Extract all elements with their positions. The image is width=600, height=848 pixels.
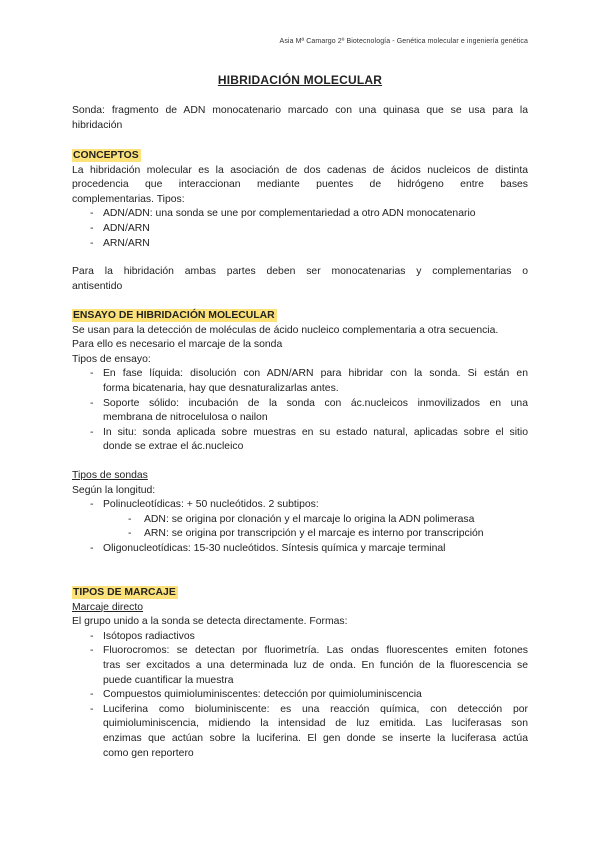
list-item: - Oligonucleotídicas: 15-30 nucleótidos. Síntesis química y marcaje terminal	[72, 542, 528, 557]
probe-types-list	[72, 498, 528, 513]
assay-types-list	[72, 367, 528, 455]
page-header: Asia Mª Camargo 2º Biotecnología - Genética molecular e ingeniería genética	[279, 38, 528, 45]
section-conceptos: CONCEPTOS La hibridación molecular es la asociación de dos cadenas de ácidos nucleicos de distinta procedencia que interaccionan mediante puentes de hidrógeno entre bases complementarias. Tipos: - ADN/ADN: una sonda se une por complementariedad a otro ADN monocatenario - ADN/ARN - ARN/ARN	[72, 149, 528, 251]
list-item: - Isótopos radiactivos	[72, 630, 528, 645]
list-item: - ADN/ARN	[72, 222, 528, 237]
list-item: - ARN/ARN	[72, 237, 528, 252]
list-item: - ARN: se origina por transcripción y el marcaje es interno por transcripción	[72, 527, 528, 542]
subheading-marcaje-directo: Marcaje directo	[72, 601, 144, 613]
section-marcaje: TIPOS DE MARCAJE Marcaje directo El grupo unido a la sonda se detecta directamente. Formas: - Isótopos radiactivos - Fluorocromos: se detectan por fluorimetría. Las ondas fluorescentes emiten fotones tras ser excitados a una determinada luz de onda. En función de la fluorescencia se puede cuantificar la muestra - Compuestos quimioluminiscentes: detección por quimioluminiscencia - Luciferina como bioluminiscente: es una reacción química, con detección por quimioluminiscencia, midiendo la intensidad de luz emitida. Las luciferasas son enzimas que actúan sobre la luciferina. El gen donde se inserte la luciferasa actúa como gen reportero	[72, 586, 528, 761]
list-item: - Polinucleotídicas: + 50 nucleótidos. 2 subtipos:	[72, 498, 528, 513]
list-item: - ADN: se origina por clonación y el marcaje lo origina la ADN polimerasa	[72, 513, 528, 528]
heading-marcaje: TIPOS DE MARCAJE	[73, 587, 176, 598]
intro-paragraph: Sonda: fragmento de ADN monocatenario marcado con una quinasa que se usa para la hibridación	[72, 105, 528, 131]
list-item: - In situ: sonda aplicada sobre muestras en su estado natural, aplicadas sobre el sitio donde se extrae el ác.nucleico	[72, 426, 528, 455]
hybridization-types-list	[72, 207, 528, 251]
list-item: - Luciferina como bioluminiscente: es una reacción química, con detección por quimioluminiscencia, midiendo la intensidad de luz emitida. Las luciferasas son enzimas que actúan sobre la luciferina. El gen donde se inserte la luciferasa actúa como gen reportero	[72, 703, 528, 761]
list-item: - En fase líquida: disolución con ADN/ARN para hibridar con la sonda. Si están en forma bicatenaria, hay que desnaturalizarlas antes.	[72, 367, 528, 396]
heading-ensayo: ENSAYO DE HIBRIDACIÓN MOLECULAR	[73, 310, 275, 321]
labeling-forms-list	[72, 630, 528, 761]
list-item: - ADN/ADN: una sonda se une por complementariedad a otro ADN monocatenario	[72, 207, 528, 222]
section-sondas: Tipos de sondas Según la longitud: - Polinucleotídicas: + 50 nucleótidos. 2 subtipos: - ADN: se origina por clonación y el marcaje lo origina la ADN polimerasa - ARN: se origina por transcripción y el marcaje es interno por transcripción - Oligonucleotídicas: 15-30 nucleótidos. Síntesis química y marcaje terminal	[72, 469, 528, 557]
list-item: - Fluorocromos: se detectan por fluorimetría. Las ondas fluorescentes emiten fotones tras ser excitados a una determinada luz de onda. En función de la fluorescencia se puede cuantificar la muestra	[72, 644, 528, 688]
conceptos-note: Para la hibridación ambas partes deben ser monocatenarias y complementarias o antisentido	[72, 266, 528, 292]
section-ensayo: ENSAYO DE HIBRIDACIÓN MOLECULAR Se usan para la detección de moléculas de ácido nucleico complementaria a otra secuencia. Para ello es necesario el marcaje de la sonda Tipos de ensayo: - En fase líquida: disolución con ADN/ARN para hibridar con la sonda. Si están en forma bicatenaria, hay que desnaturalizarlas antes. - Soporte sólido: incubación de la sonda con ác.nucleicos inmovilizados en una membrana de nitrocelulosa o nailon - In situ: sonda aplicada sobre muestras en su estado natural, aplicadas sobre el sitio donde se extrae el ác.nucleico	[72, 309, 528, 455]
document-title: HIBRIDACIÓN MOLECULAR	[217, 73, 383, 87]
list-item: - Soporte sólido: incubación de la sonda con ác.nucleicos inmovilizados en una membrana de nitrocelulosa o nailon	[72, 397, 528, 426]
probe-subtypes-list	[72, 513, 528, 542]
list-item: - Compuestos quimioluminiscentes: detección por quimioluminiscencia	[72, 688, 528, 703]
heading-sondas: Tipos de sondas	[72, 470, 148, 481]
heading-conceptos: CONCEPTOS	[73, 150, 139, 161]
